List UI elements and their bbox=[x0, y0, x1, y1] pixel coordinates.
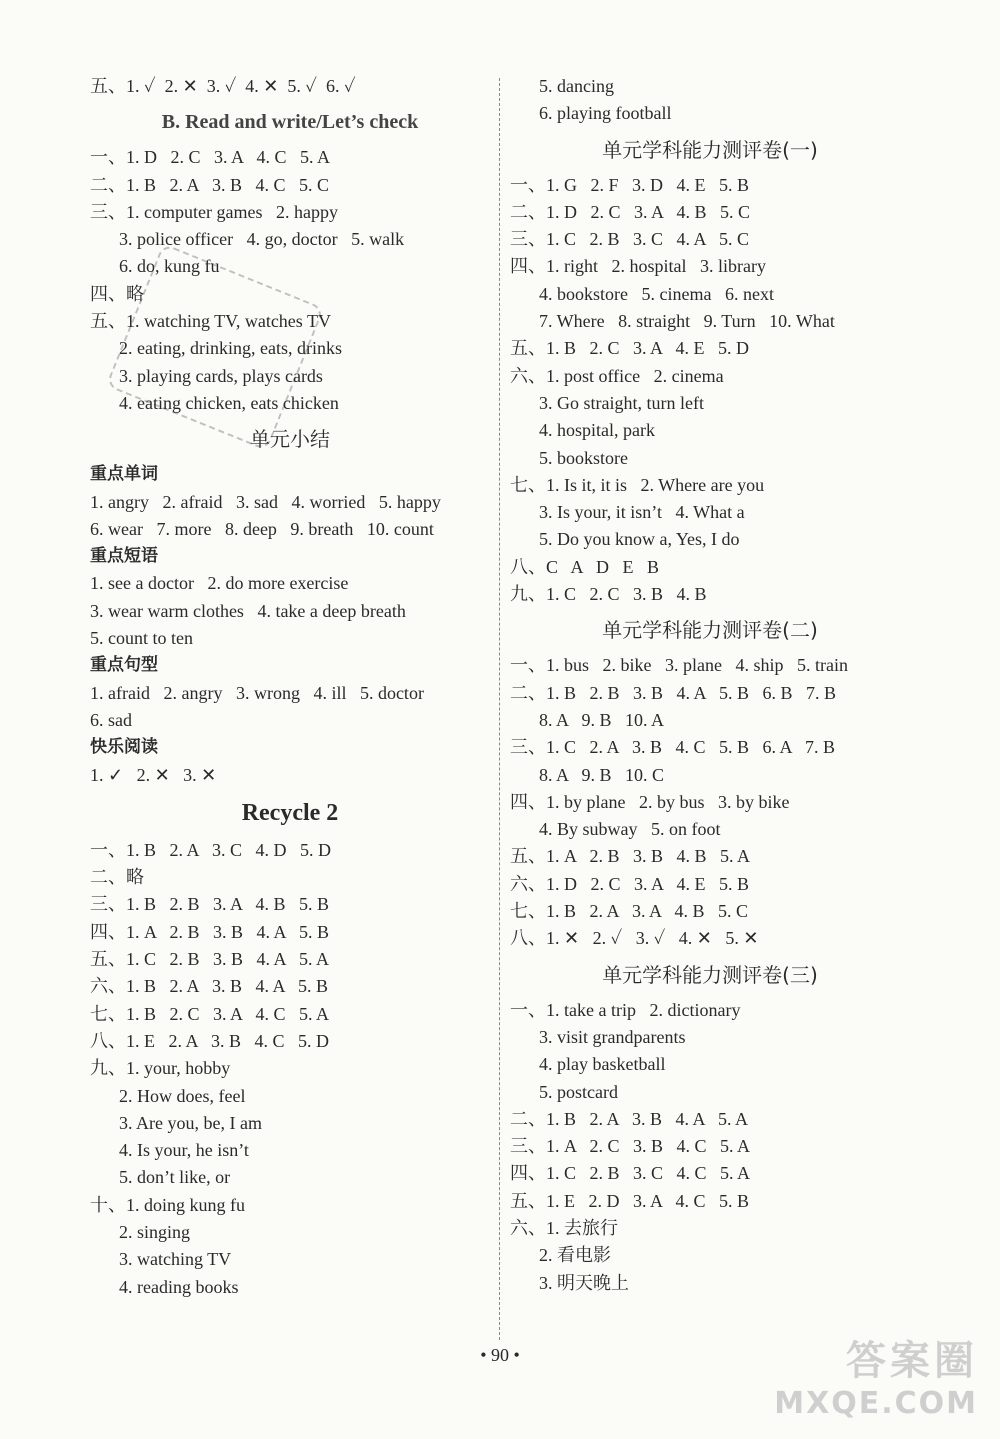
answer-line: 八、1. E 2. A 3. B 4. C 5. D bbox=[90, 1030, 330, 1051]
answer-line: 1. see a doctor 2. do more exercise bbox=[90, 573, 349, 594]
answer-line: 二、1. B 2. A 3. B 4. A 5. A bbox=[510, 1108, 749, 1129]
answer-line: 九、1. your, hobby bbox=[90, 1058, 231, 1079]
page-number: • 90 • bbox=[480, 1345, 520, 1365]
answer-line: 五、1. ✓ 2. ✕ 3. ✓ 4. ✕ 5. ✓ 6. ✓ bbox=[90, 76, 356, 96]
answer-line: 五、1. E 2. D 3. A 4. C 5. B bbox=[510, 1190, 750, 1211]
section-heading: 单元学科能力测评卷(二) bbox=[602, 618, 818, 643]
answer-line: 一、1. take a trip 2. dictionary bbox=[510, 999, 741, 1020]
answer-line: 5. count to ten bbox=[90, 628, 193, 649]
answer-line: 四、略 bbox=[90, 283, 144, 304]
answer-line: 四、1. A 2. B 3. B 4. A 5. B bbox=[90, 921, 330, 942]
watermark bbox=[774, 1329, 978, 1421]
watermark-logo-text: 答案圈 bbox=[846, 1338, 978, 1384]
answer-line: 九、1. C 2. C 3. B 4. B bbox=[510, 584, 707, 605]
answer-line: 1. angry 2. afraid 3. sad 4. worried 5. happy bbox=[90, 491, 441, 512]
watermark-url: MXQE.COM bbox=[774, 1386, 978, 1421]
answer-line: 三、1. computer games 2. happy bbox=[90, 201, 338, 222]
subsection-heading: 快乐阅读 bbox=[90, 737, 158, 758]
answer-line-indented: 3. 明天晚上 bbox=[539, 1272, 629, 1293]
answer-line-indented: 3. visit grandparents bbox=[539, 1026, 686, 1047]
section-heading: 单元学科能力测评卷(一) bbox=[602, 137, 818, 162]
answer-line-indented: 5. bookstore bbox=[539, 447, 628, 468]
answer-line: 十、1. doing kung fu bbox=[90, 1194, 245, 1215]
answer-line-indented: 3. Are you, be, I am bbox=[119, 1112, 262, 1133]
section-heading: Recycle 2 bbox=[241, 799, 339, 826]
answer-line: 三、1. C 2. A 3. B 4. C 5. B 6. A 7. B bbox=[510, 737, 836, 758]
answer-line: 二、1. B 2. A 3. B 4. C 5. C bbox=[90, 174, 330, 195]
answer-line-indented: 6. do, kung fu bbox=[119, 256, 220, 277]
answer-line: 四、1. C 2. B 3. C 4. C 5. A bbox=[510, 1163, 751, 1184]
answer-line: 八、C A D E B bbox=[510, 556, 660, 577]
answer-line: 五、1. watching TV, watches TV bbox=[90, 311, 331, 332]
answer-line: 1. ✓ 2. ✕ 3. ✕ bbox=[90, 764, 217, 785]
subsection-heading: 重点句型 bbox=[90, 655, 158, 676]
answer-line-indented: 4. By subway 5. on foot bbox=[539, 819, 721, 840]
answer-line-indented: 3. Is your, it isn’t 4. What a bbox=[539, 502, 745, 523]
answer-line: 七、1. B 2. A 3. A 4. B 5. C bbox=[510, 901, 749, 922]
answer-line: 三、1. A 2. C 3. B 4. C 5. A bbox=[510, 1136, 751, 1157]
section-heading: 单元小结 bbox=[250, 427, 330, 452]
answer-line-indented: 7. Where 8. straight 9. Turn 10. What bbox=[539, 311, 835, 332]
answer-line-indented: 6. playing football bbox=[539, 103, 672, 124]
answer-line-indented: 5. don’t like, or bbox=[119, 1167, 231, 1188]
answer-line: 七、1. B 2. C 3. A 4. C 5. A bbox=[90, 1003, 330, 1024]
answer-line: 六、1. B 2. A 3. B 4. A 5. B bbox=[90, 976, 329, 997]
answer-line: 一、1. D 2. C 3. A 4. C 5. A bbox=[90, 147, 331, 168]
answer-line-indented: 2. How does, feel bbox=[119, 1085, 246, 1106]
answer-line: 六、1. post office 2. cinema bbox=[510, 365, 724, 386]
answer-line: 五、1. A 2. B 3. B 4. B 5. A bbox=[510, 846, 751, 867]
answer-line: 6. sad bbox=[90, 709, 132, 730]
answer-line: 四、1. by plane 2. by bus 3. by bike bbox=[510, 791, 790, 812]
answer-line: 三、1. C 2. B 3. C 4. A 5. C bbox=[510, 229, 750, 250]
answer-line: 3. wear warm clothes 4. take a deep breath bbox=[90, 600, 406, 621]
answer-line-indented: 3. police officer 4. go, doctor 5. walk bbox=[119, 229, 405, 250]
answer-line-indented: 5. postcard bbox=[539, 1081, 618, 1102]
right-column bbox=[510, 73, 910, 1297]
answer-line: 二、1. D 2. C 3. A 4. B 5. C bbox=[510, 201, 751, 222]
answer-line: 八、1. ✕ 2. ✓ 3. ✓ 4. ✕ 5. ✕ bbox=[510, 928, 759, 949]
answer-line: 1. afraid 2. angry 3. wrong 4. ill 5. doctor bbox=[90, 682, 424, 703]
answer-line-indented: 3. playing cards, plays cards bbox=[119, 365, 323, 386]
subsection-heading: 重点短语 bbox=[90, 546, 158, 567]
answer-line: 五、1. B 2. C 3. A 4. E 5. D bbox=[510, 338, 750, 359]
section-heading: B. Read and write/Let’s check bbox=[161, 111, 419, 134]
answer-line-indented: 4. Is your, he isn’t bbox=[119, 1140, 249, 1161]
answer-line: 6. wear 7. more 8. deep 9. breath 10. count bbox=[90, 518, 434, 539]
answer-line-indented: 4. bookstore 5. cinema 6. next bbox=[539, 283, 774, 304]
section-heading: 单元学科能力测评卷(三) bbox=[602, 962, 818, 987]
answer-line-indented: 3. watching TV bbox=[119, 1249, 232, 1270]
answer-line-indented: 4. play basketball bbox=[539, 1054, 666, 1075]
answer-line-indented: 2. singing bbox=[119, 1221, 191, 1242]
answer-line: 五、1. C 2. B 3. B 4. A 5. A bbox=[90, 949, 330, 970]
answer-line-indented: 2. 看电影 bbox=[539, 1245, 611, 1266]
answer-line-indented: 8. A 9. B 10. A bbox=[539, 709, 665, 730]
answer-line-indented: 4. hospital, park bbox=[539, 420, 655, 441]
answer-line-indented: 5. Do you know a, Yes, I do bbox=[539, 529, 740, 550]
answer-line: 二、1. B 2. B 3. B 4. A 5. B 6. B 7. B bbox=[510, 682, 837, 703]
answer-line: 四、1. right 2. hospital 3. library bbox=[510, 256, 766, 277]
column-divider bbox=[499, 78, 500, 1340]
left-column bbox=[90, 73, 490, 1301]
answer-line-indented: 2. eating, drinking, eats, drinks bbox=[119, 338, 342, 359]
answer-line: 一、1. bus 2. bike 3. plane 4. ship 5. train bbox=[510, 655, 848, 676]
answer-line: 一、1. B 2. A 3. C 4. D 5. D bbox=[90, 839, 332, 860]
answer-line: 六、1. 去旅行 bbox=[510, 1217, 618, 1238]
answer-line: 一、1. G 2. F 3. D 4. E 5. B bbox=[510, 174, 750, 195]
answer-line-indented: 4. reading books bbox=[119, 1276, 239, 1297]
answer-line: 六、1. D 2. C 3. A 4. E 5. B bbox=[510, 873, 750, 894]
answer-line: 三、1. B 2. B 3. A 4. B 5. B bbox=[90, 894, 330, 915]
answer-line-indented: 4. eating chicken, eats chicken bbox=[119, 392, 339, 413]
answer-line: 二、略 bbox=[90, 867, 144, 888]
answer-line: 七、1. Is it, it is 2. Where are you bbox=[510, 474, 765, 495]
answer-line-indented: 8. A 9. B 10. C bbox=[539, 764, 665, 785]
answer-line-indented: 3. Go straight, turn left bbox=[539, 392, 704, 413]
subsection-heading: 重点单词 bbox=[90, 464, 158, 485]
answer-line-indented: 5. dancing bbox=[539, 76, 614, 96]
